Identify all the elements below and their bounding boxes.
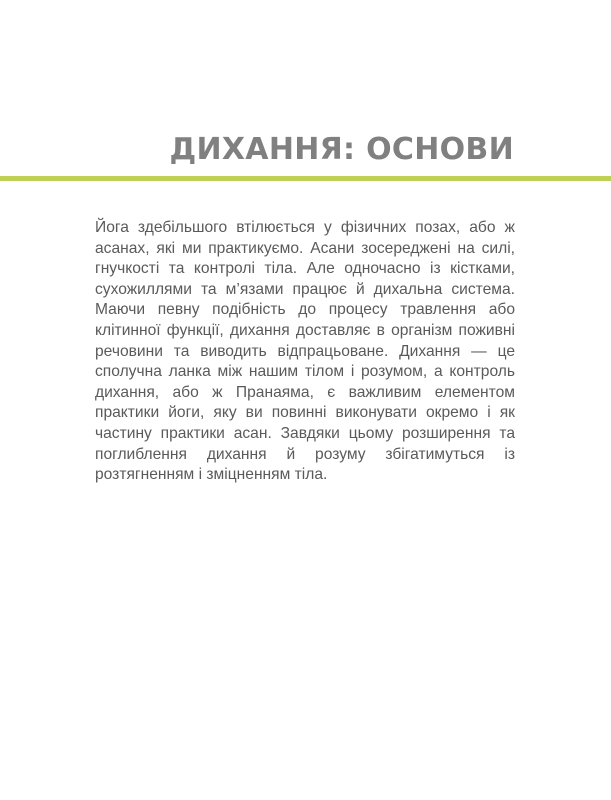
page-title: ДИХАННЯ: ОСНОВИ [169, 132, 514, 167]
accent-divider [0, 176, 611, 181]
body-paragraph: Йога здебільшого втілюється у фізичних позах, або ж асанах, які ми практикуємо. Асани зосереджені на силі, гнучкості та контролі тіла. Але одночасно із кістками, сухожиллями та м’язами працює й дихальна система. Маючи певну подібність до процесу травлення або клітинної функції, дихання доставляє в організм поживні речовини та виводить відпрацьоване. Дихання — це сполучна ланка між нашим тілом і розумом, а контроль дихання, або ж Пранаяма, є важливим елементом практики йоги, яку ви повинні виконувати окремо і як частину практики асан. Завдяки цьому розширення та поглиблення дихання й розуму збігатимуться із розтягненням і зміцненням тіла. [95, 219, 515, 484]
